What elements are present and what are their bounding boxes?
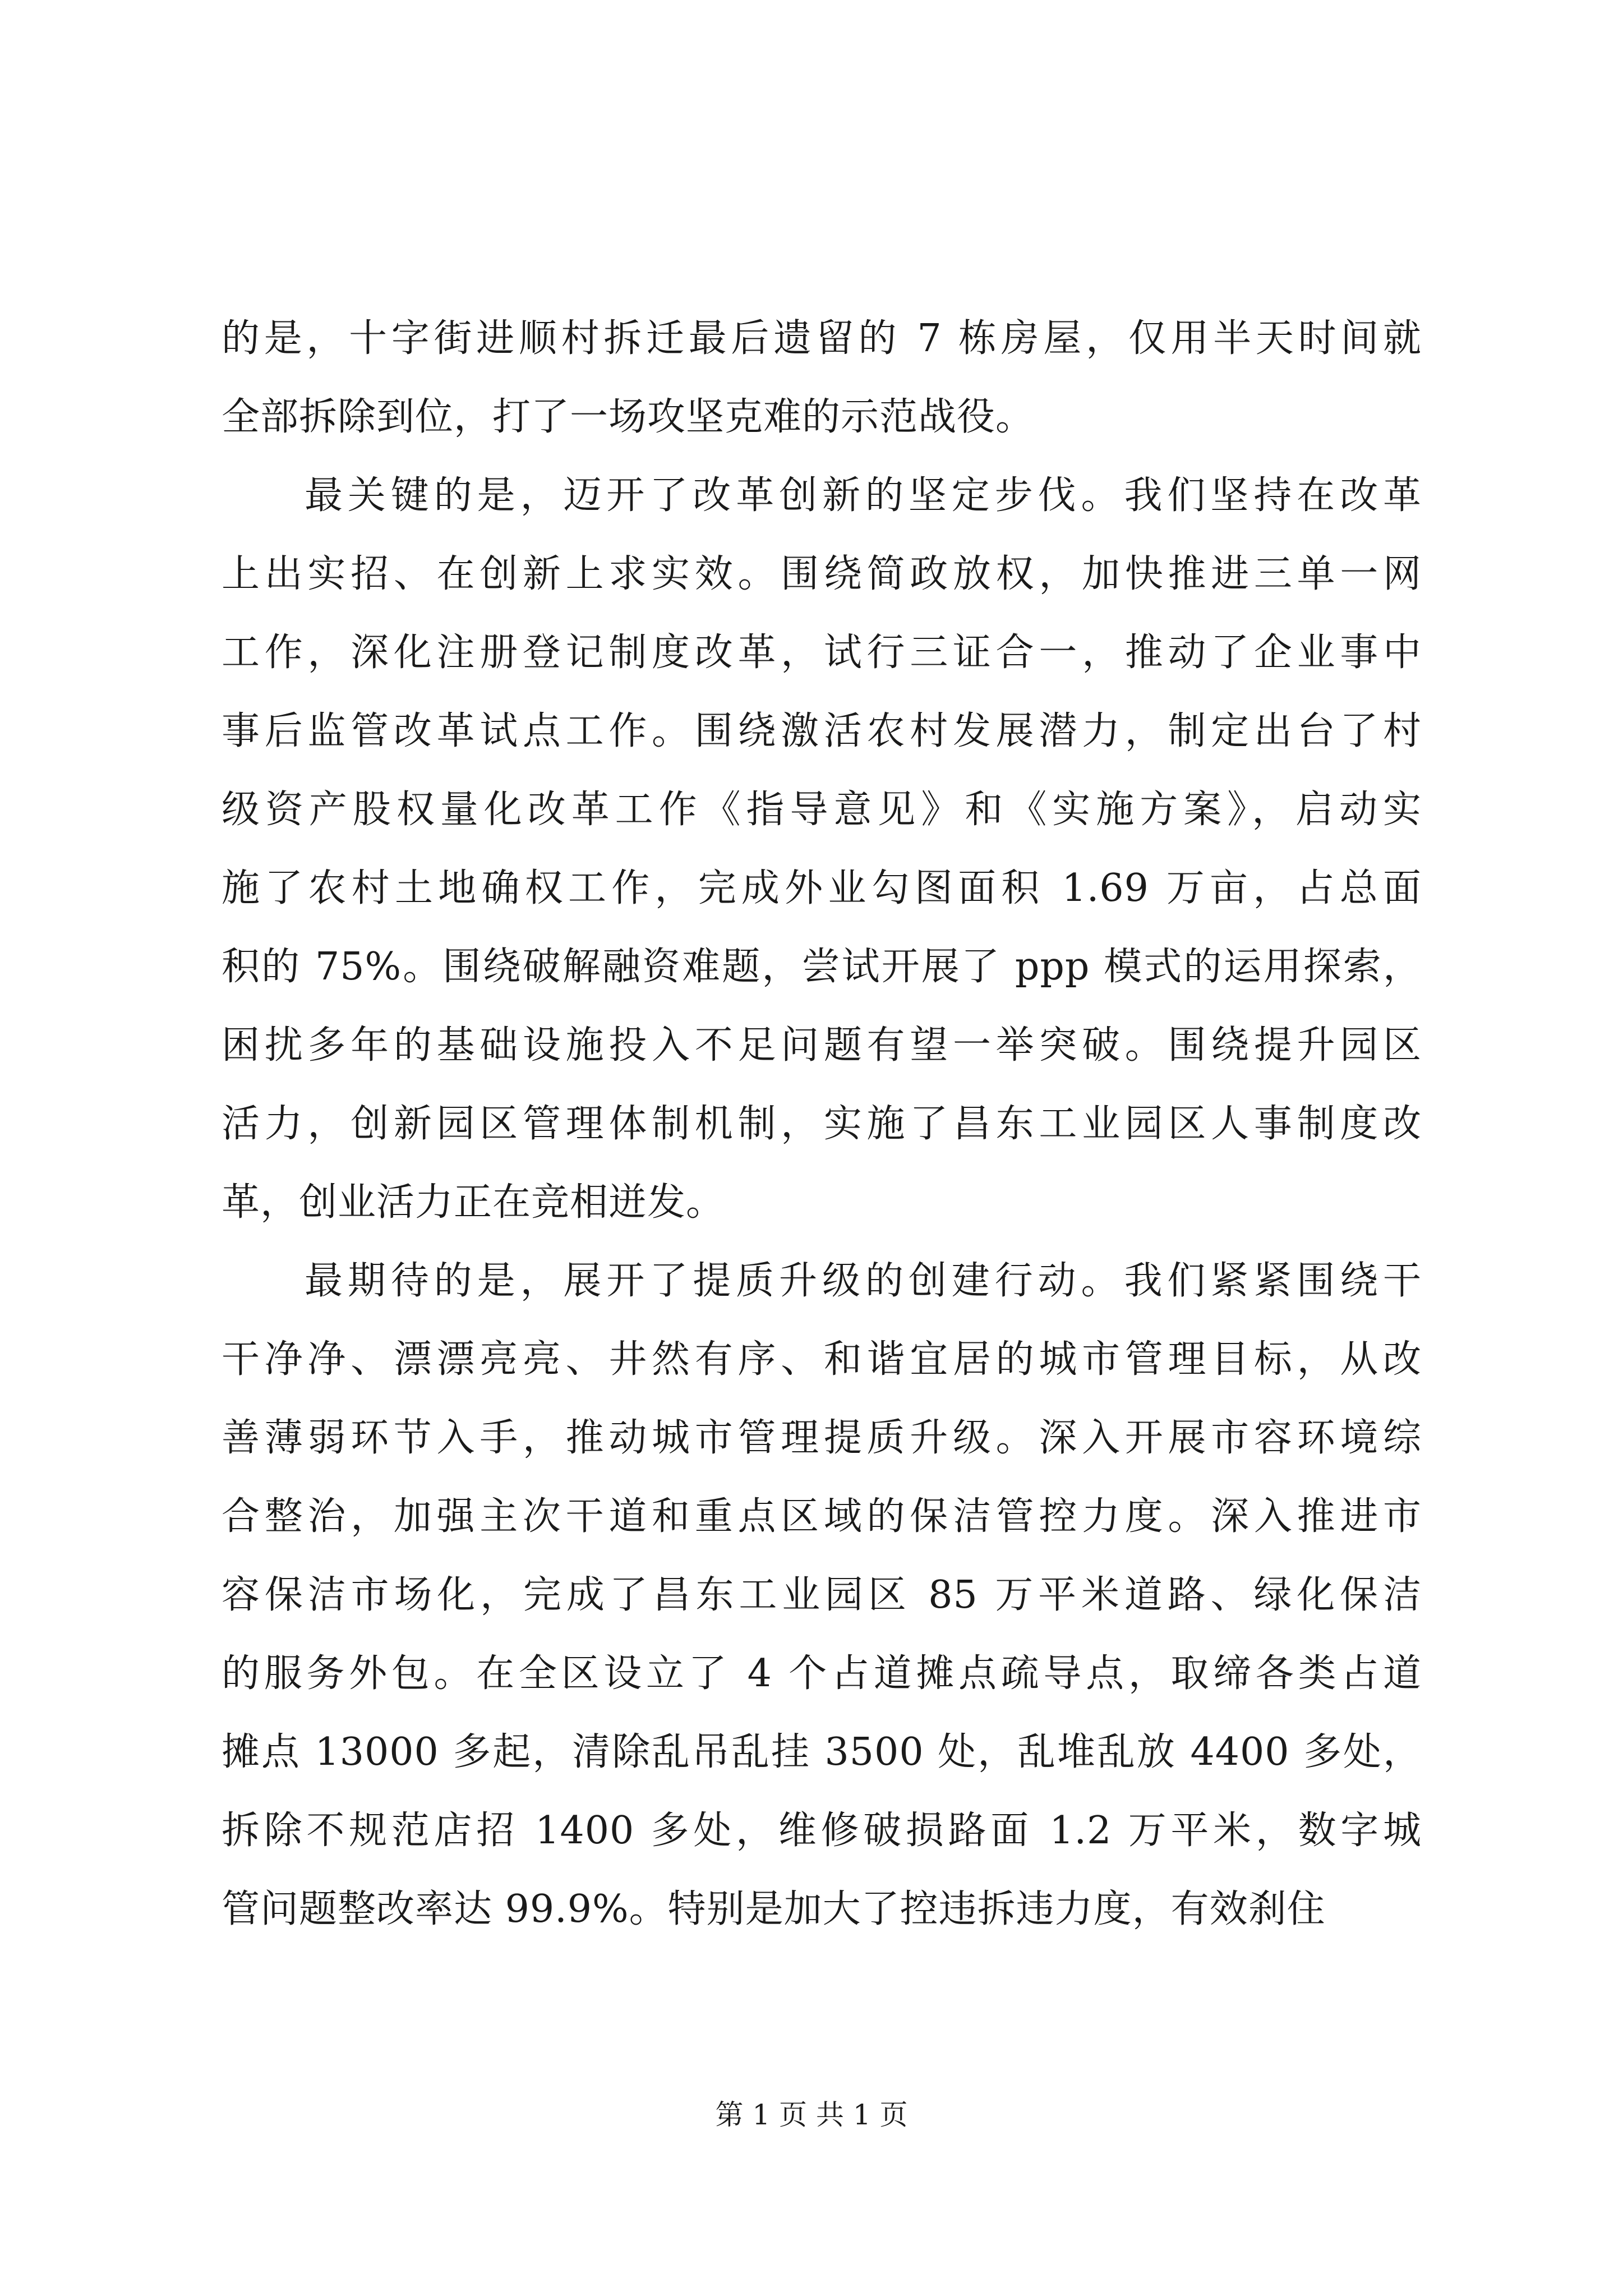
text-line: 上出实招、在创新上求实效。围绕简政放权，加快推进三单一网 — [222, 552, 1422, 596]
text-line: 容保洁市场化，完成了昌东工业园区 85 万平米道路、绿化保洁 — [222, 1573, 1422, 1617]
text-line: 的服务外包。在全区设立了 4 个占道摊点疏导点，取缔各类占道 — [222, 1651, 1422, 1696]
text-line: 拆除不规范店招 1400 多处，维修破损路面 1.2 万平米，数字城 — [222, 1809, 1422, 1853]
text-line: 级资产股权量化改革工作《指导意见》和《实施方案》，启动实 — [222, 788, 1422, 832]
text-line: 积的 75%。围绕破解融资难题，尝试开展了 ppp 模式的运用探索， — [222, 945, 1422, 989]
text-line: 工作，深化注册登记制度改革，试行三证合一，推动了企业事中 — [222, 631, 1422, 675]
text-line: 活力，创新园区管理体制机制，实施了昌东工业园区人事制度改 — [222, 1102, 1422, 1146]
paragraph — [222, 1242, 1422, 1949]
paragraph — [222, 300, 1422, 457]
text-line: 全部拆除到位，打了一场攻坚克难的示范战役。 — [222, 395, 1035, 439]
text-line: 管问题整改率达 99.9%。特别是加大了控违拆违力度，有效刹住 — [222, 1887, 1326, 1931]
paragraph — [222, 457, 1422, 1242]
text-line: 干净净、漂漂亮亮、井然有序、和谐宜居的城市管理目标，从改 — [222, 1337, 1422, 1382]
text-line: 事后监管改革试点工作。围绕激活农村发展潜力，制定出台了村 — [222, 709, 1422, 753]
document-body — [222, 300, 1422, 1949]
text-line: 最关键的是，迈开了改革创新的坚定步伐。我们坚持在改革 — [305, 473, 1422, 518]
text-line: 合整治，加强主次干道和重点区域的保洁管控力度。深入推进市 — [222, 1494, 1422, 1539]
text-line: 的是，十字街进顺村拆迁最后遗留的 7 栋房屋，仅用半天时间就 — [222, 316, 1422, 361]
page-footer: 第 1 页 共 1 页 — [715, 2099, 908, 2131]
text-line: 施了农村土地确权工作，完成外业勾图面积 1.69 万亩，占总面 — [222, 866, 1422, 910]
text-line: 最期待的是，展开了提质升级的创建行动。我们紧紧围绕干 — [305, 1259, 1422, 1303]
text-line: 摊点 13000 多起，清除乱吊乱挂 3500 处，乱堆乱放 4400 多处， — [222, 1730, 1422, 1774]
text-line: 善薄弱环节入手，推动城市管理提质升级。深入开展市容环境综 — [222, 1416, 1422, 1460]
text-line: 困扰多年的基础设施投入不足问题有望一举突破。围绕提升园区 — [222, 1023, 1422, 1068]
text-line: 革，创业活力正在竞相迸发。 — [222, 1180, 725, 1225]
